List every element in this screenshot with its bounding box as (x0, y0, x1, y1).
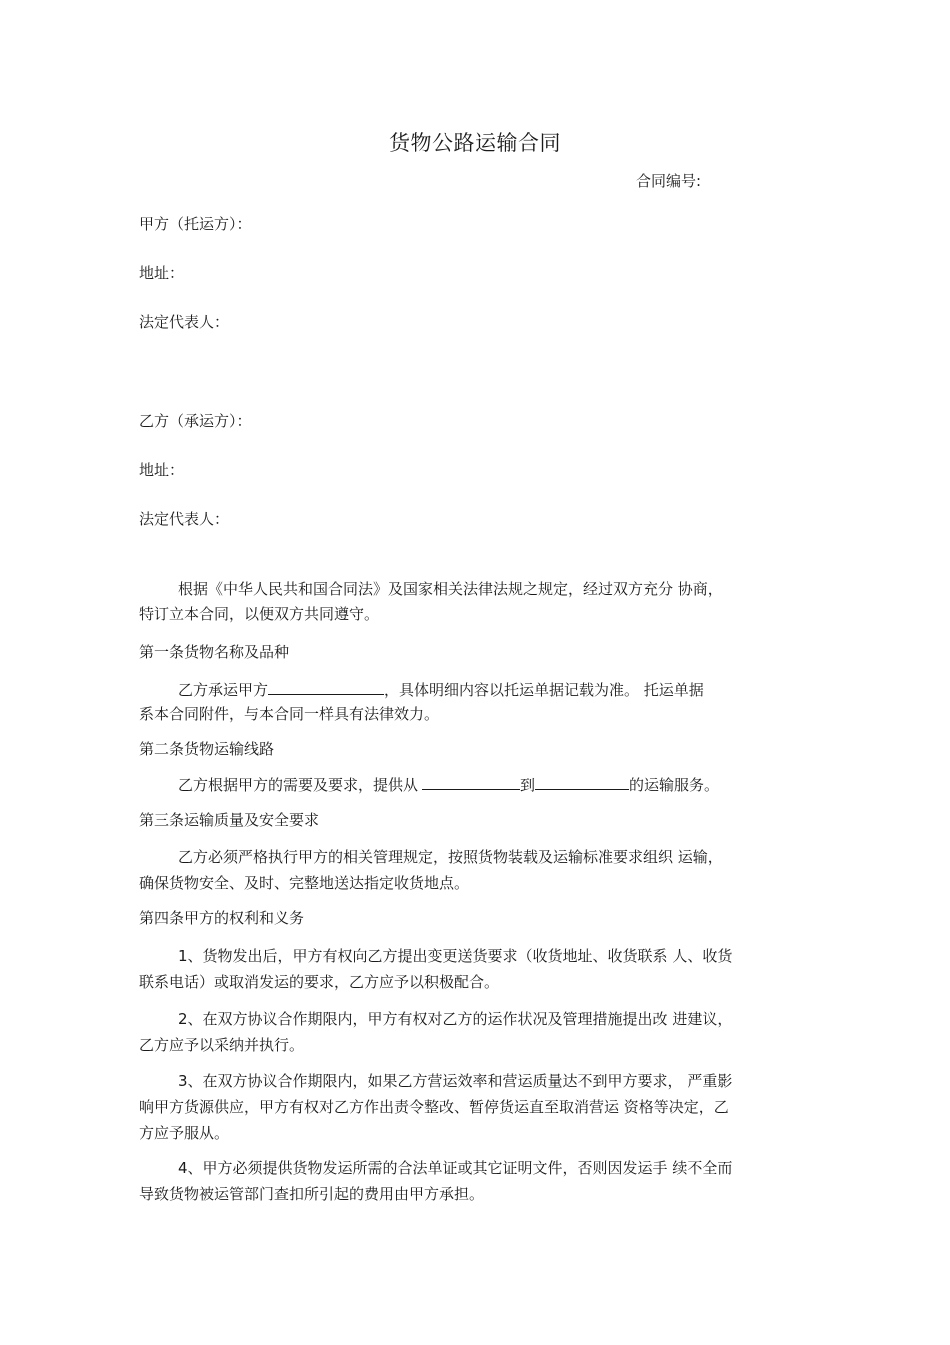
article-3-line-2: 确保货物安全、及时、完整地送达指定收货地点。 (139, 874, 470, 892)
article-4-item-4-line-2: 导致货物被运管部门查扣所引起的费用由甲方承担。 (139, 1185, 485, 1203)
article-1-text-before-blank: 乙方承运甲方 (178, 681, 269, 699)
article-4-item-3-line-2: 响甲方货源供应，甲方有权对乙方作出责令整改、暂停货运直至取消营运 资格等决定，乙 (139, 1098, 729, 1116)
article-3-heading: 第三条运输质量及安全要求 (139, 811, 320, 829)
article-1-line-2: 系本合同附件，与本合同一样具有法律效力。 (139, 705, 440, 723)
party-a-address-label: 地址： (139, 264, 185, 282)
article-2-heading: 第二条货物运输线路 (139, 740, 275, 758)
article-1-line-1 (178, 678, 704, 701)
route-origin-blank (422, 773, 520, 790)
article-4-item-2-line-1: 2、在双方协议合作期限内，甲方有权对乙方的运作状况及管理措施提出改 进建议， (178, 1010, 733, 1028)
article-2-line-1 (178, 773, 719, 796)
article-2-text-before-blank: 乙方根据甲方的需要及要求，提供从 (178, 776, 419, 794)
party-b-label: 乙方（承运方）： (139, 412, 252, 430)
preamble-line-2: 特订立本合同，以便双方共同遵守。 (139, 605, 380, 623)
party-a-representative-label: 法定代表人： (139, 313, 230, 331)
article-4-item-1-line-1: 1、货物发出后，甲方有权向乙方提出变更送货要求（收货地址、收货联系 人、收货 (178, 947, 733, 965)
party-a-label: 甲方（托运方）： (139, 215, 252, 233)
article-4-heading: 第四条甲方的权利和义务 (139, 909, 305, 927)
document-title: 货物公路运输合同 (389, 131, 561, 155)
article-4-item-3-line-1: 3、在双方协议合作期限内，如果乙方营运效率和营运质量达不到甲方要求， 严重影 (178, 1072, 733, 1090)
preamble-line-1: 根据《中华人民共和国合同法》及国家相关法律法规之规定，经过双方充分 协商， (178, 580, 723, 598)
article-4-item-4-line-1: 4、甲方必须提供货物发运所需的合法单证或其它证明文件，否则因发运手 续不全而 (178, 1159, 733, 1177)
article-3-line-1: 乙方必须严格执行甲方的相关管理规定，按照货物装载及运输标准要求组织 运输， (178, 848, 723, 866)
party-b-address-label: 地址： (139, 461, 185, 479)
route-destination-blank (535, 773, 629, 790)
article-4-item-2-line-2: 乙方应予以采纳并执行。 (139, 1036, 305, 1054)
contract-number-label: 合同编号: (636, 172, 702, 190)
article-1-heading: 第一条货物名称及品种 (139, 643, 290, 661)
article-4-item-3-line-3: 方应予服从。 (139, 1124, 230, 1142)
article-2-text-after-blank: 的运输服务。 (629, 776, 720, 794)
article-2-to-text: 到 (520, 776, 536, 794)
article-4-item-1-line-2: 联系电话）或取消发运的要求，乙方应予以积极配合。 (139, 973, 500, 991)
goods-name-blank (268, 678, 384, 695)
article-1-text-after-blank: ，具体明细内容以托运单据记载为准。 托运单据 (384, 681, 704, 699)
party-b-representative-label: 法定代表人： (139, 510, 230, 528)
